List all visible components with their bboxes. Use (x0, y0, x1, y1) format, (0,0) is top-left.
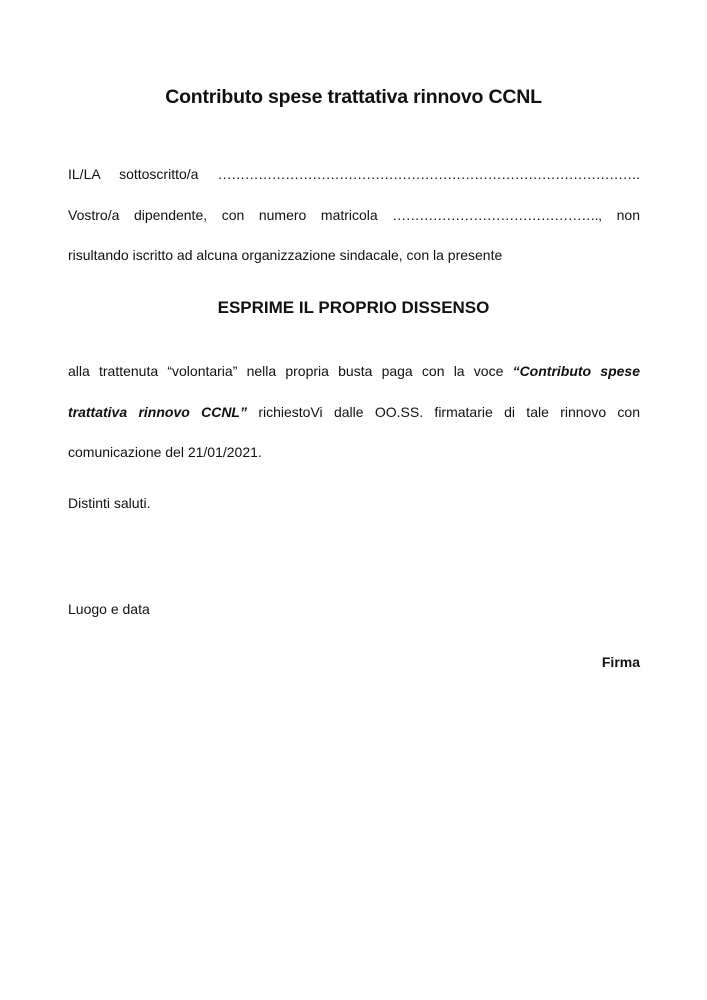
deduction-paragraph (68, 351, 640, 473)
document-title: Contributo spese trattativa rinnovo CCNL (165, 86, 542, 108)
place-date-label: Luogo e data (68, 601, 150, 617)
declaration-intro-text: IL/LA sottoscritto/a (68, 166, 218, 182)
declaration-paragraph (68, 154, 640, 276)
declaration-union-text: , non risultando iscritto ad alcuna organizzazione sindacale, con la presente (68, 206, 640, 263)
name-blank-field: ………………………………………………………………………………… (217, 166, 637, 182)
declaration-employee-text: . Vostro/a dipendente, con numero matricola (68, 166, 640, 223)
deduction-details-text: richiestoVi dalle OO.SS. firmatarie di tale rinnovo con comunicazione del 21/01/2021. (68, 403, 641, 460)
dissent-heading: ESPRIME IL PROPRIO DISSENSO (217, 298, 490, 317)
employee-number-blank-field: ………………………………………. (392, 206, 599, 223)
deduction-intro-text: alla trattenuta “volontaria” nella propria busta paga con la voce (68, 363, 513, 379)
closing-greeting: Distinti saluti. (68, 495, 151, 511)
deduction-item-name: “Contributo spese trattativa rinnovo CCNL” (68, 363, 640, 420)
signature-label: Firma (601, 654, 640, 670)
